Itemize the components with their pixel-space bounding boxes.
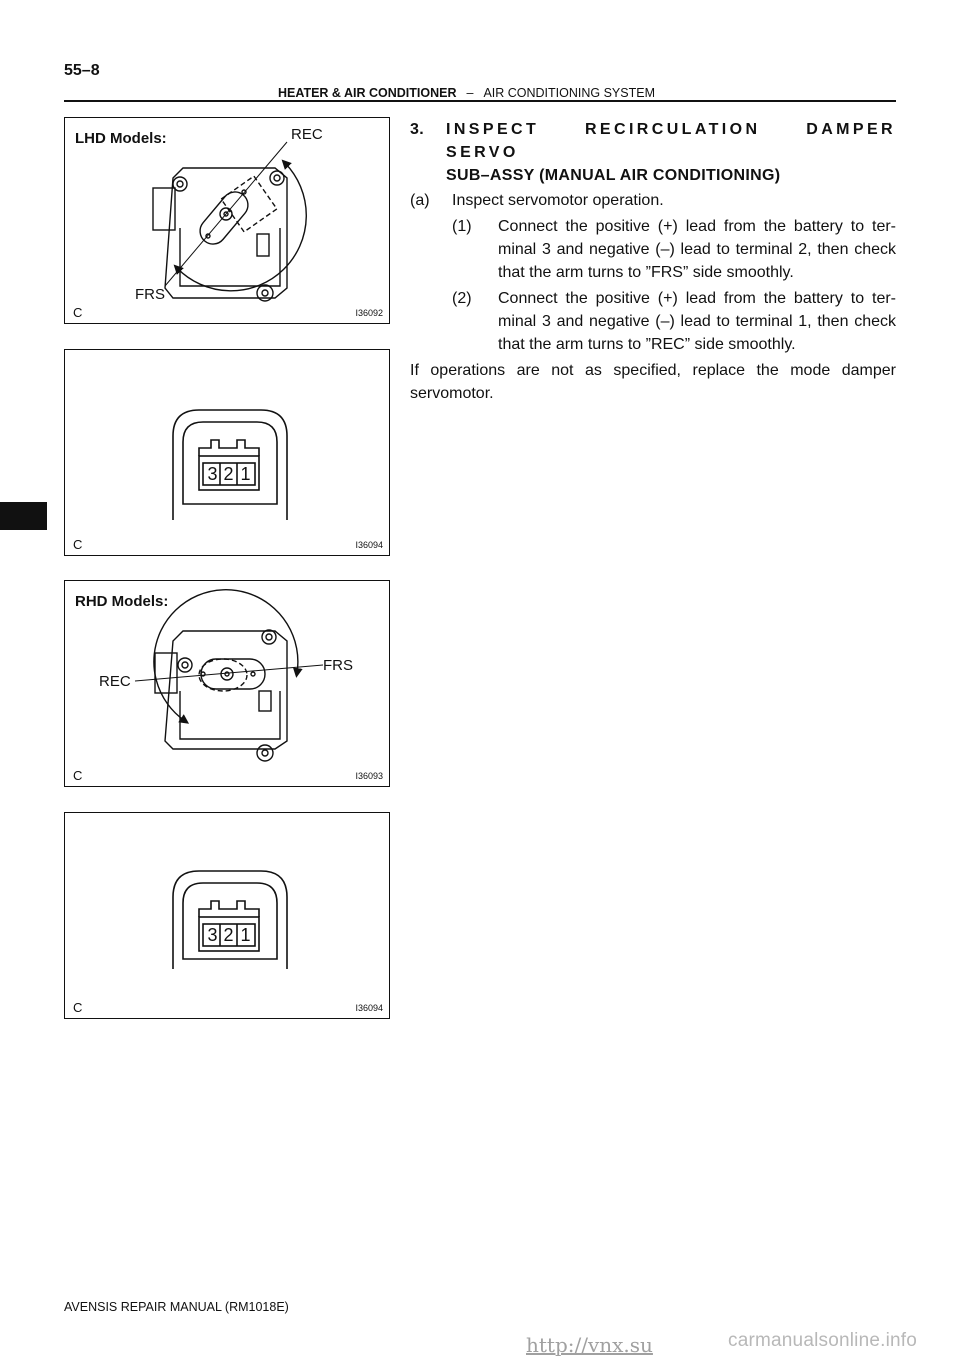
figure-code: I36093: [355, 771, 383, 781]
check-item-text: Connect the positive (+) lead from the battery to ter-minal 3 and negative (–) lead to terminal 1, then check that the arm turns to ”REC” side smoothly.: [498, 290, 896, 353]
header-separator: –: [466, 86, 474, 100]
step-title-line1: INSPECT RECIRCULATION DAMPER SERVO: [446, 121, 896, 161]
section-side-tab: [0, 502, 47, 530]
figure-corner-mark: C: [73, 1000, 83, 1015]
label-rec: REC: [99, 673, 131, 690]
label-frs: FRS: [135, 286, 165, 303]
substep-a: [410, 189, 896, 212]
terminal-2: 2: [223, 925, 234, 945]
check-item-2: [452, 287, 896, 356]
figure-connector-2: [64, 812, 390, 1019]
connector-drawing: [65, 350, 388, 554]
check-item-number: (2): [452, 290, 472, 307]
figure-code: I36094: [355, 1003, 383, 1013]
header-section: HEATER & AIR CONDITIONER: [278, 86, 457, 100]
substep-number: (a): [410, 192, 430, 209]
figure-corner-mark: C: [73, 305, 83, 320]
figure-lhd-servo: [64, 117, 390, 324]
step-title-line2: SUB–ASSY (MANUAL AIR CONDITIONING): [446, 167, 781, 184]
check-item-text: Connect the positive (+) lead from the battery to ter-minal 3 and negative (–) lead to terminal 2, then check that the arm turns to ”FRS” side smoothly.: [498, 218, 896, 281]
figure-title: LHD Models:: [75, 130, 167, 147]
connector-drawing: [65, 813, 388, 1017]
header-title: [278, 86, 655, 100]
step-title: [446, 118, 896, 187]
figure-corner-mark: C: [73, 537, 83, 552]
terminal-1: 1: [240, 925, 251, 945]
manual-footer: AVENSIS REPAIR MANUAL (RM1018E): [64, 1300, 289, 1314]
figure-title: RHD Models:: [75, 593, 169, 610]
label-rec: REC: [291, 126, 323, 143]
substep-text: Inspect servomotor operation.: [452, 192, 664, 209]
figure-code: I36092: [355, 308, 383, 318]
terminal-3: 3: [207, 464, 218, 484]
footer-link[interactable]: http://vnx.su: [526, 1333, 653, 1357]
figure-code: I36094: [355, 540, 383, 550]
page-number: 55–8: [64, 62, 100, 79]
figure-rhd-servo: [64, 580, 390, 787]
terminal-2: 2: [223, 464, 234, 484]
procedure-text: [410, 118, 896, 405]
label-frs: FRS: [323, 657, 353, 674]
check-item-number: (1): [452, 218, 472, 235]
header-subsection: AIR CONDITIONING SYSTEM: [483, 86, 655, 100]
replacement-note: If operations are not as specified, replace the mode damper servomotor.: [410, 362, 896, 402]
step-heading: [410, 118, 896, 187]
servo-lhd-drawing: [65, 118, 388, 322]
figure-connector-1: [64, 349, 390, 556]
watermark-brand: carmanualsonline.info: [728, 1330, 918, 1351]
step-number: 3.: [410, 121, 424, 138]
figure-corner-mark: C: [73, 768, 83, 783]
terminal-3: 3: [207, 925, 218, 945]
terminal-1: 1: [240, 464, 251, 484]
header-rule: [64, 100, 896, 102]
check-item-1: [452, 215, 896, 284]
